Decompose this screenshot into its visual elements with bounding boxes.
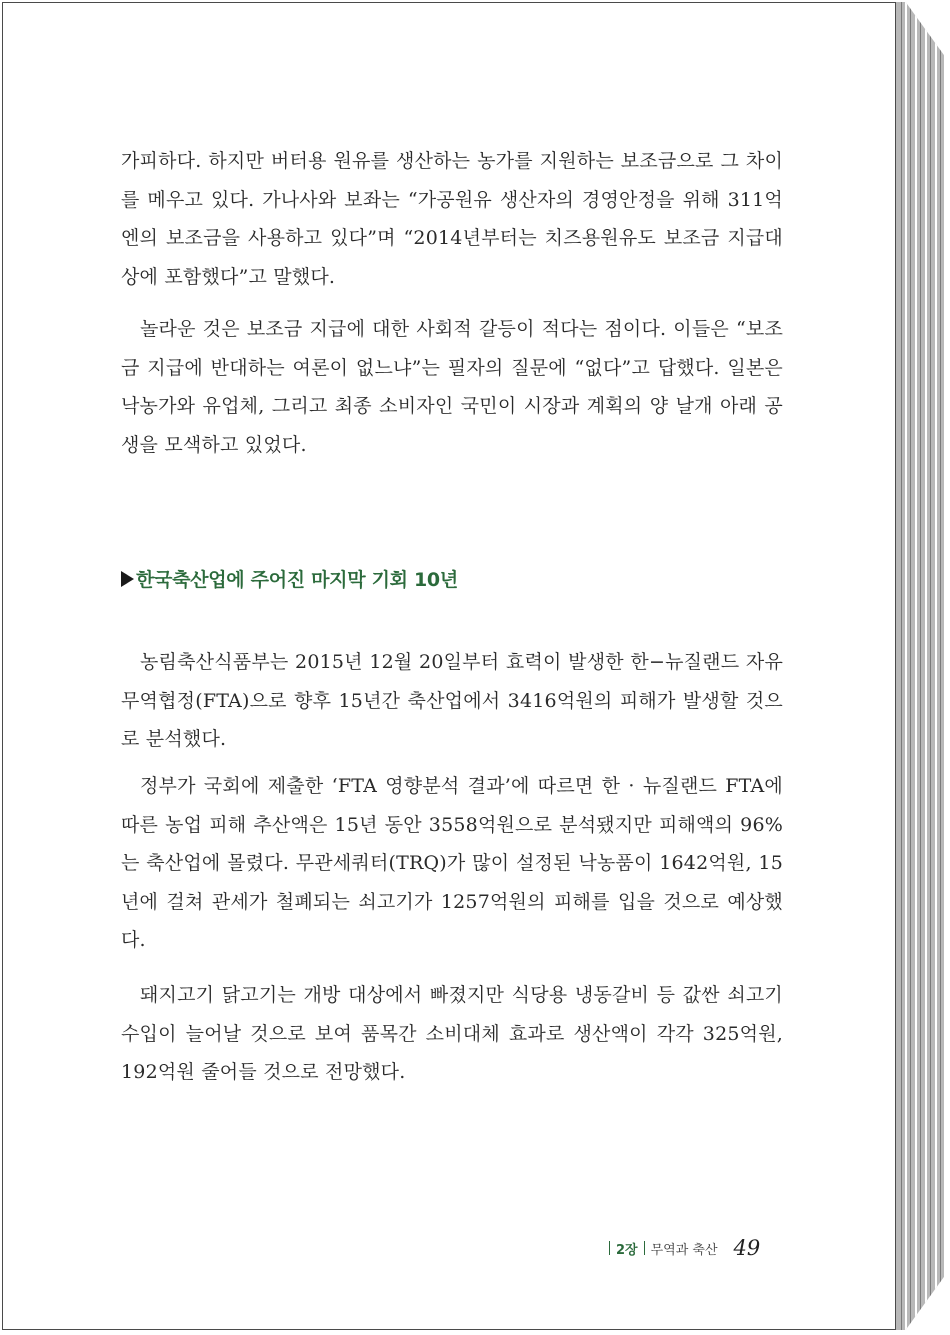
page-number: 49 [733, 1236, 761, 1260]
footer-chapter-title: 무역과 축산 [650, 1242, 718, 1258]
paragraph-subsidy-conflict: 놀라운 것은 보조금 지급에 대한 사회적 갈등이 적다는 점이다. 이들은 “보조금 지급에 반대하는 여론이 없느냐”는 필자의 질문에 “없다”고 답했다. 일본은 낙농가와 유업체, 그리고 최종 소비자인 국민이 시장과 계획의 양 날개 아래 공생을 모색하고 있었다. [121, 318, 783, 456]
footer-divider [609, 1241, 610, 1255]
page-edges [896, 2, 944, 1330]
footer-chapter: 2장 [616, 1242, 638, 1258]
paragraph-fta-analysis: 농림축산식품부는 2015년 12월 20일부터 효력이 발생한 한−뉴질랜드 자유무역협정(FTA)으로 향후 15년간 축산업에서 3416억원의 피해가 발생할 것으로 분석했다. [121, 651, 783, 750]
triangle-right-icon [121, 571, 134, 587]
book-page [2, 2, 896, 1330]
paragraph-continuation: 가피하다. 하지만 버터용 원유를 생산하는 농가를 지원하는 보조금으로 그 차이를 메우고 있다. 가나사와 보좌는 “가공원유 생산자의 경영안정을 위해 311억엔의 보조금을 사용하고 있다”며 “2014년부터는 치즈용원유도 보조금 지급대상에 포함했다”고 말했다. [121, 150, 783, 288]
paragraph-fta-impact: 정부가 국회에 제출한 ‘FTA 영향분석 결과’에 따르면 한 · 뉴질랜드 FTA에 따른 농업 피해 추산액은 15년 동안 3558억원으로 분석됐지만 피해액의 96%는 축산업에 몰렸다. 무관세쿼터(TRQ)가 많이 설정된 낙농품이 1642억원, 15년에 걸쳐 관세가 철폐되는 쇠고기가 1257억원의 피해를 입을 것으로 예상했다. [121, 775, 783, 951]
section-heading-text: 한국축산업에 주어진 마지막 기회 10년 [136, 569, 458, 591]
footer-divider [644, 1241, 645, 1255]
page-footer [609, 1236, 760, 1260]
paragraph-pork-chicken: 돼지고기 닭고기는 개방 대상에서 빠졌지만 식당용 냉동갈비 등 값싼 쇠고기 수입이 늘어날 것으로 보여 품목간 소비대체 효과로 생산액이 각각 325억원, 192억원 줄어들 것으로 전망했다. [121, 984, 783, 1083]
section-heading [121, 565, 458, 592]
